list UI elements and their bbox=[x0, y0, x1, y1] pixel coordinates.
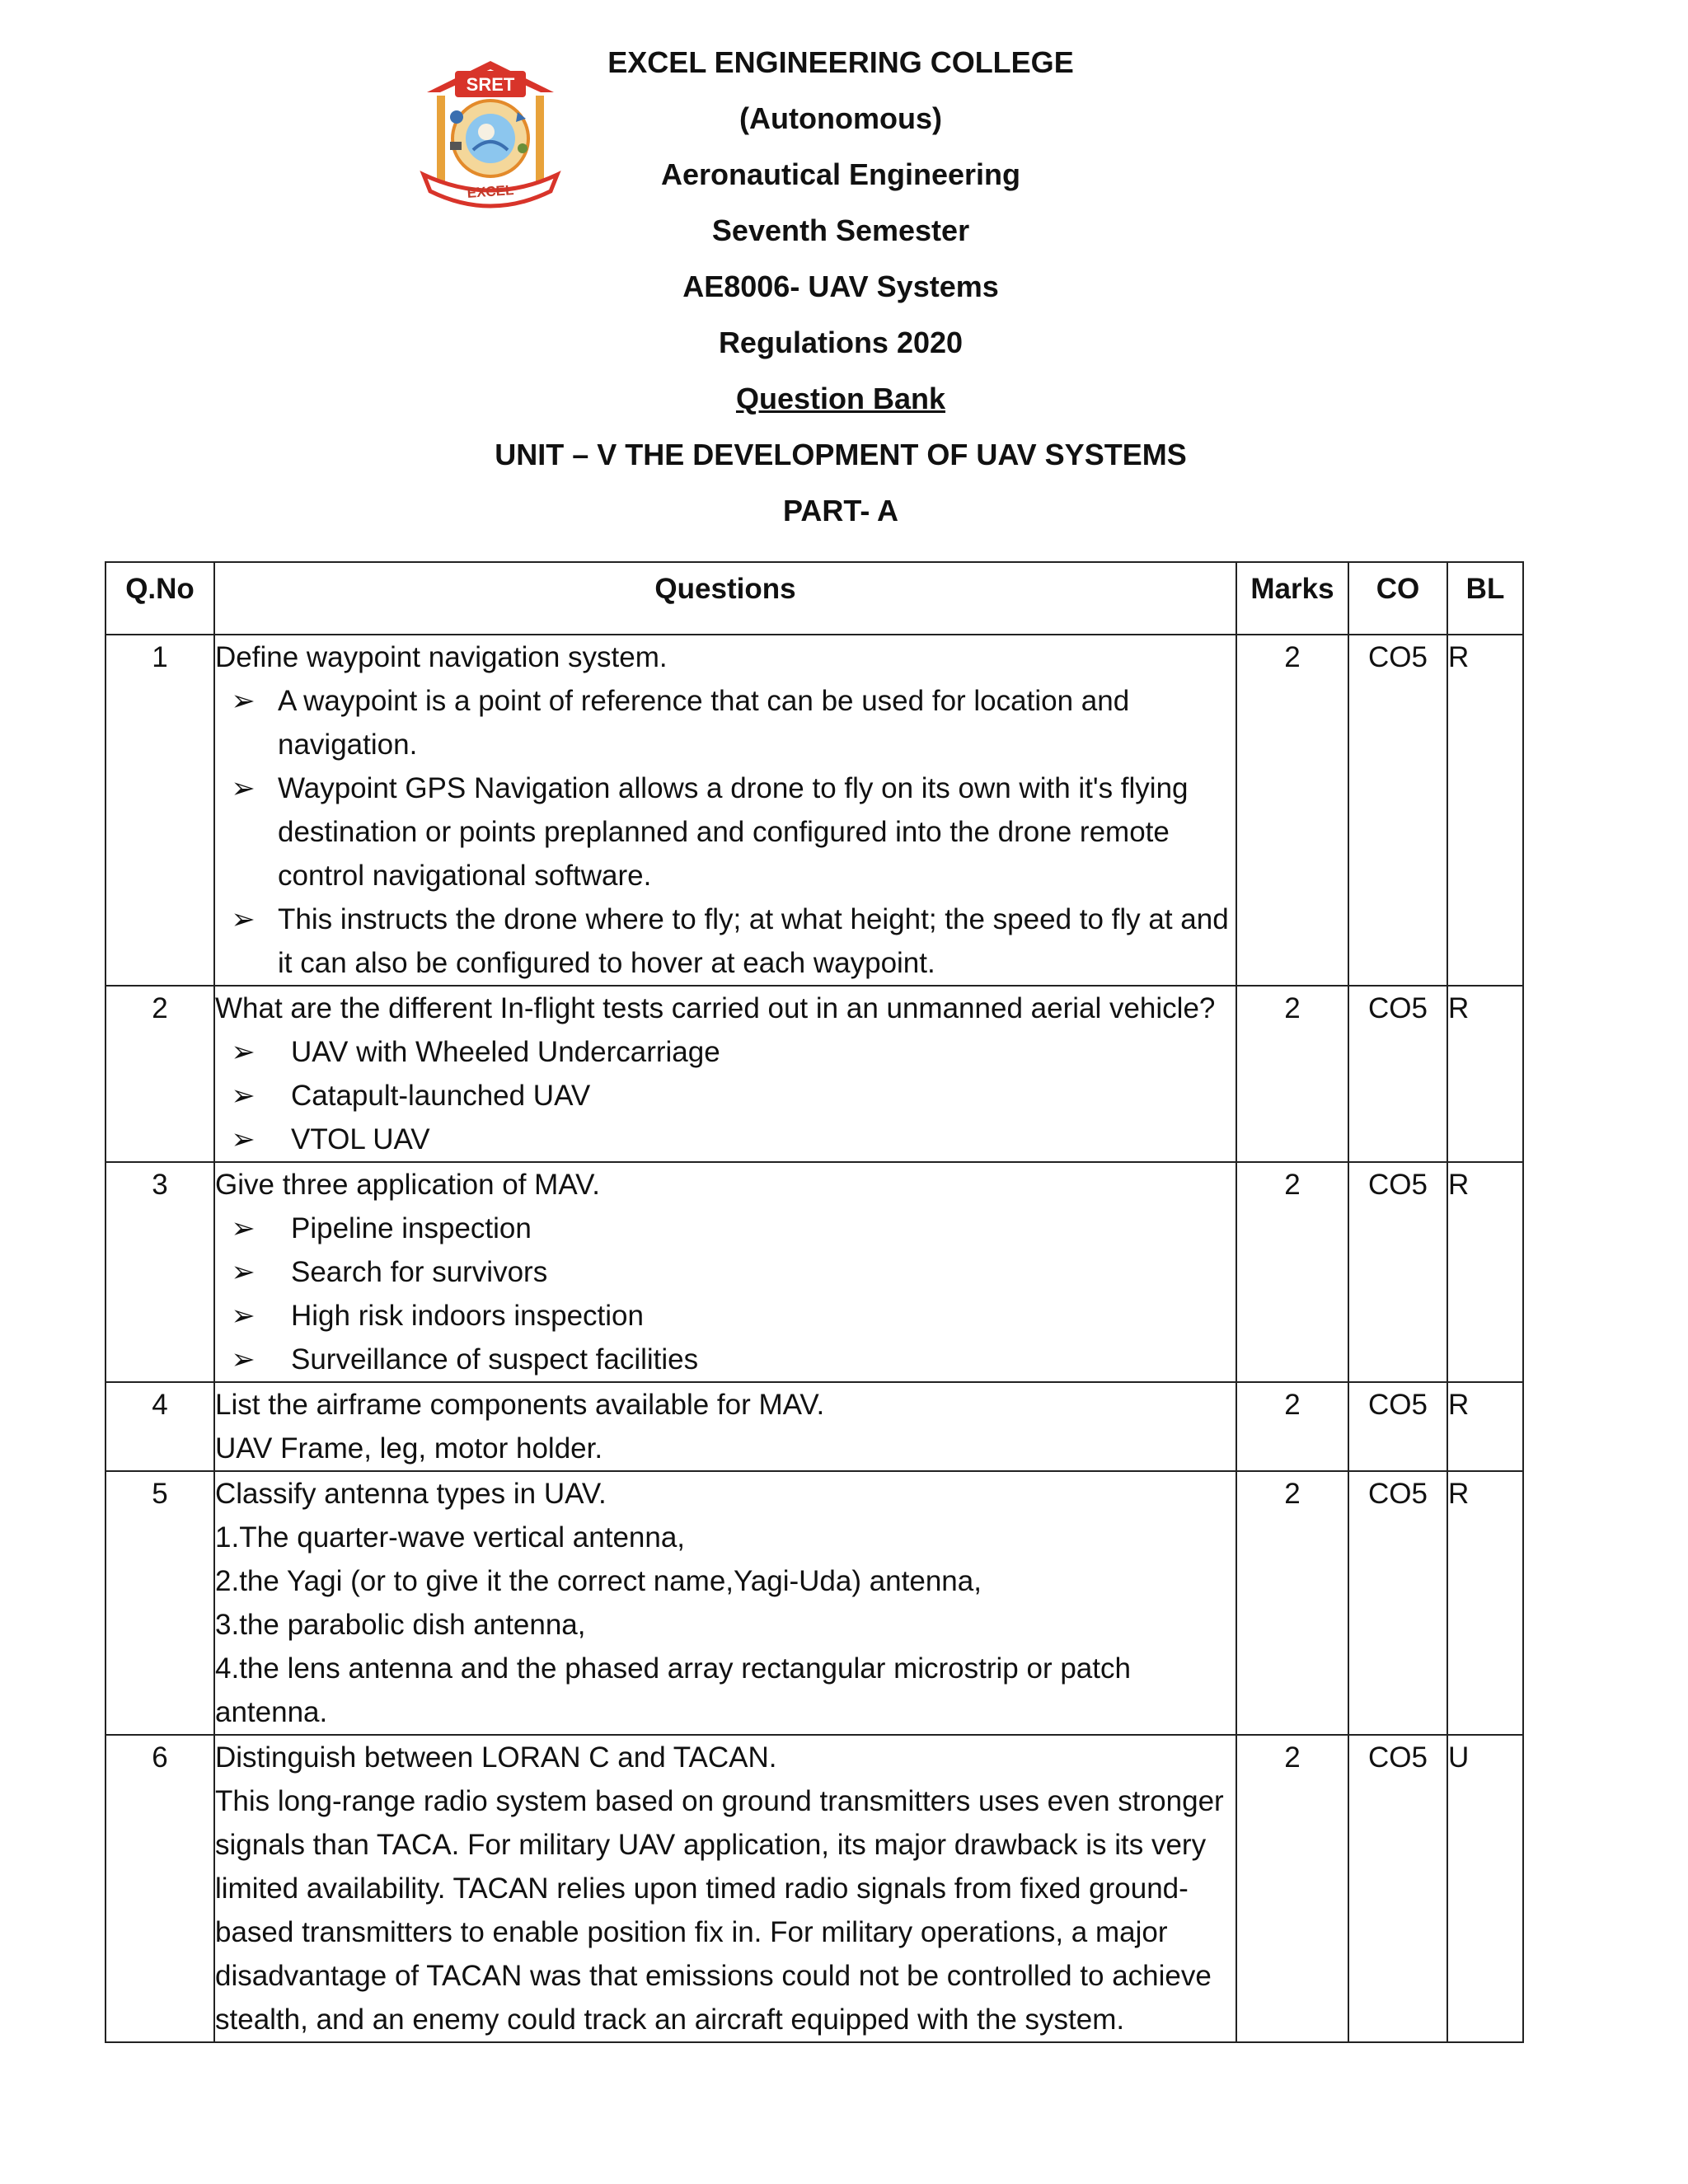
co-value: CO5 bbox=[1348, 1471, 1447, 1735]
bl-value: R bbox=[1447, 1162, 1523, 1382]
table-row bbox=[106, 986, 1523, 1162]
co-value: CO5 bbox=[1348, 1162, 1447, 1382]
bl-value: R bbox=[1447, 1471, 1523, 1735]
table-row bbox=[106, 1471, 1523, 1735]
part-title: PART- A bbox=[783, 494, 898, 527]
answer-text: Search for survivors bbox=[291, 1256, 548, 1288]
question-text: Classify antenna types in UAV. bbox=[215, 1478, 607, 1510]
regulations: Regulations 2020 bbox=[718, 326, 964, 359]
answer-text: 2.the Yagi (or to give it the correct name,Yagi-Uda) antenna, bbox=[215, 1565, 982, 1597]
course-title: AE8006- UAV Systems bbox=[682, 269, 999, 303]
arrow-bullet-icon: ➢ bbox=[231, 1343, 256, 1376]
semester: Seventh Semester bbox=[711, 213, 970, 247]
answer-text: Surveillance of suspect facilities bbox=[291, 1343, 699, 1376]
logo-text-top: SRET bbox=[466, 74, 515, 95]
arrow-bullet-icon: ➢ bbox=[231, 685, 256, 717]
arrow-bullet-icon: ➢ bbox=[231, 1212, 256, 1244]
marks-value: 2 bbox=[1236, 635, 1348, 986]
answer-bullet-list bbox=[215, 1207, 1236, 1381]
college-name: EXCEL ENGINEERING COLLEGE bbox=[607, 45, 1074, 79]
arrow-bullet-icon: ➢ bbox=[231, 903, 256, 935]
question-number: 6 bbox=[106, 1735, 214, 2042]
question-cell bbox=[214, 1735, 1236, 2042]
document-header bbox=[462, 45, 1220, 552]
answer-text: Waypoint GPS Navigation allows a drone to fly on its own with it's flying destination or points preplanned and configured into the drone remote control navigational software. bbox=[278, 772, 1189, 892]
question-table bbox=[105, 561, 1524, 2043]
question-text: Give three application of MAV. bbox=[215, 1169, 600, 1201]
marks-value: 2 bbox=[1236, 1471, 1348, 1735]
answer-bullet bbox=[215, 1030, 1236, 1074]
bl-value: R bbox=[1447, 1382, 1523, 1471]
marks-value: 2 bbox=[1236, 986, 1348, 1162]
header-qno: Q.No bbox=[106, 562, 214, 635]
unit-title: UNIT – V THE DEVELOPMENT OF UAV SYSTEMS bbox=[495, 438, 1187, 471]
marks-value: 2 bbox=[1236, 1162, 1348, 1382]
answer-text: UAV Frame, leg, motor holder. bbox=[215, 1432, 603, 1465]
answer-bullet bbox=[215, 1294, 1236, 1338]
marks-value: 2 bbox=[1236, 1735, 1348, 2042]
answer-bullet bbox=[215, 1207, 1236, 1250]
college-status: (Autonomous) bbox=[739, 101, 942, 135]
answer-text: 1.The quarter-wave vertical antenna, bbox=[215, 1521, 686, 1554]
answer-bullet bbox=[215, 679, 1236, 766]
question-cell bbox=[214, 1471, 1236, 1735]
bl-value: R bbox=[1447, 986, 1523, 1162]
answer-paragraph: This long-range radio system based on ground transmitters uses even stronger signals than TACA. For military UAV application, its major drawback is its very limited availability. TACAN relies upon timed radio signals from fixed ground-based transmitters to enable position fix in. For military operations, a major disadvantage of TACAN was that emissions could not be controlled to achieve stealth, and an enemy could track an aircraft equipped with the system. bbox=[215, 1785, 1224, 2036]
answer-text: Catapult-launched UAV bbox=[291, 1080, 591, 1112]
table-row bbox=[106, 1735, 1523, 2042]
question-text: List the airframe components available for MAV. bbox=[215, 1389, 825, 1421]
table-row bbox=[106, 1162, 1523, 1382]
answer-bullet bbox=[215, 898, 1236, 985]
answer-text: High risk indoors inspection bbox=[291, 1300, 644, 1332]
question-cell bbox=[214, 1382, 1236, 1471]
header-questions: Questions bbox=[214, 562, 1236, 635]
co-value: CO5 bbox=[1348, 635, 1447, 986]
header-marks: Marks bbox=[1236, 562, 1348, 635]
table-row bbox=[106, 635, 1523, 986]
question-text: Define waypoint navigation system. bbox=[215, 641, 668, 673]
question-text: What are the different In-flight tests carried out in an unmanned aerial vehicle? bbox=[215, 992, 1216, 1024]
answer-text: This instructs the drone where to fly; at what height; the speed to fly at and it can also be configured to hover at each waypoint. bbox=[278, 903, 1229, 979]
header-co: CO bbox=[1348, 562, 1447, 635]
marks-value: 2 bbox=[1236, 1382, 1348, 1471]
co-value: CO5 bbox=[1348, 986, 1447, 1162]
answer-text: A waypoint is a point of reference that can be used for location and navigation. bbox=[278, 685, 1130, 761]
question-number: 4 bbox=[106, 1382, 214, 1471]
department-name: Aeronautical Engineering bbox=[660, 157, 1021, 191]
arrow-bullet-icon: ➢ bbox=[231, 1036, 256, 1068]
answer-bullet-list bbox=[215, 679, 1236, 985]
answer-text: 4.the lens antenna and the phased array rectangular microstrip or patch antenna. bbox=[215, 1652, 1131, 1728]
answer-bullet bbox=[215, 1074, 1236, 1118]
answer-bullet-list bbox=[215, 1030, 1236, 1161]
question-cell bbox=[214, 635, 1236, 986]
question-number: 5 bbox=[106, 1471, 214, 1735]
arrow-bullet-icon: ➢ bbox=[231, 1123, 256, 1155]
arrow-bullet-icon: ➢ bbox=[231, 1080, 256, 1112]
answer-text: 3.the parabolic dish antenna, bbox=[215, 1609, 586, 1641]
co-value: CO5 bbox=[1348, 1382, 1447, 1471]
bl-value: R bbox=[1447, 635, 1523, 986]
answer-bullet bbox=[215, 1118, 1236, 1161]
question-number: 2 bbox=[106, 986, 214, 1162]
arrow-bullet-icon: ➢ bbox=[231, 1256, 256, 1288]
logo-text-bottom: EXCEL bbox=[467, 182, 514, 201]
co-value: CO5 bbox=[1348, 1735, 1447, 2042]
bl-value: U bbox=[1447, 1735, 1523, 2042]
answer-bullet bbox=[215, 766, 1236, 898]
answer-bullet bbox=[215, 1250, 1236, 1294]
question-number: 1 bbox=[106, 635, 214, 986]
question-cell bbox=[214, 986, 1236, 1162]
document-type: Question Bank bbox=[735, 382, 946, 415]
question-number: 3 bbox=[106, 1162, 214, 1382]
question-cell bbox=[214, 1162, 1236, 1382]
answer-bullet bbox=[215, 1338, 1236, 1381]
arrow-bullet-icon: ➢ bbox=[231, 1300, 256, 1332]
table-header-row bbox=[106, 562, 1523, 635]
table-row bbox=[106, 1382, 1523, 1471]
answer-text: VTOL UAV bbox=[291, 1123, 430, 1155]
question-text: Distinguish between LORAN C and TACAN. bbox=[215, 1741, 777, 1774]
answer-text: Pipeline inspection bbox=[291, 1212, 532, 1244]
header-bl: BL bbox=[1447, 562, 1523, 635]
arrow-bullet-icon: ➢ bbox=[231, 772, 256, 804]
answer-text: UAV with Wheeled Undercarriage bbox=[291, 1036, 720, 1068]
